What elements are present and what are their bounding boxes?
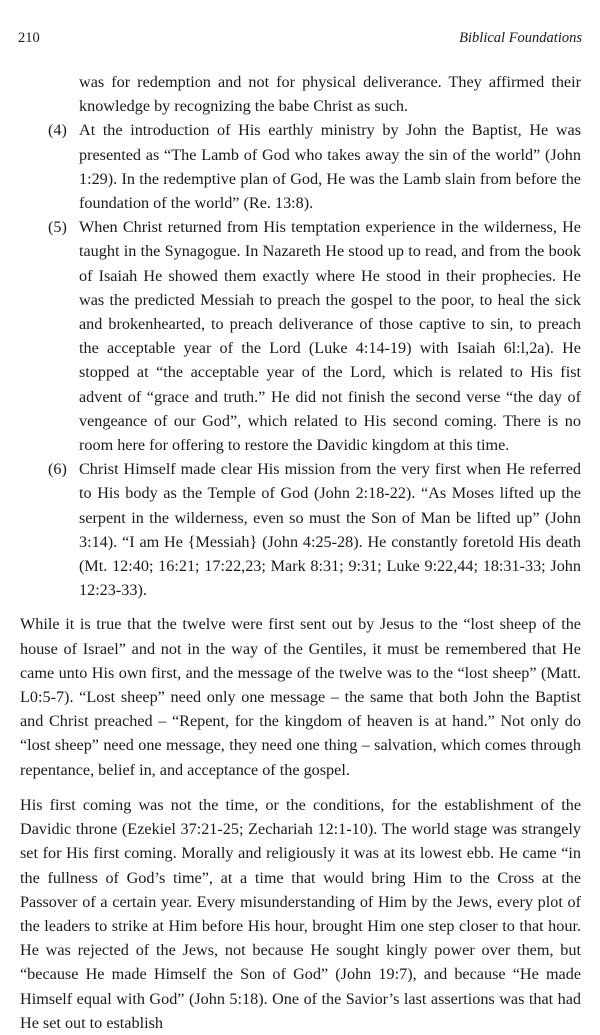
- body-paragraph: His first coming was not the time, or the conditions, for the establishment of the Davidic throne (Ezekiel 37:21-25; Zechariah 12:1-10). The world stage was strangely set for His first coming. Morally and religiously it was at its lowest ebb. He came “in the fullness of God’s time”, at a time that would bring Him to the Cross at the Passover of a certain year. Every misunderstanding of Him by the Jews, every plot of the leaders to strike at Him before His hour, brought Him one step closer to that hour. He was rejected of the Jews, not because He sought kingly power over them, but “because He made Himself the Son of God” (John 19:7), and because “He made Himself equal with God” (John 5:18). One of the Savior’s last assertions was that had He set out to establish: [20, 795, 581, 1032]
- numbered-list: [20, 70, 581, 602]
- list-item-number: (5): [48, 218, 67, 237]
- list-item-text: At the introduction of His earthly ministry by John the Baptist, He was presented as “The Lamb of God who takes away the sin of the world” (John 1:29). In the redemptive plan of God, He was the Lamb slain from before the foundation of the world” (Re. 13:8).: [79, 121, 581, 213]
- page-header: [18, 30, 582, 50]
- page-body: [20, 70, 581, 1035]
- list-item: [20, 215, 581, 457]
- body-paragraph: While it is true that the twelve were first sent out by Jesus to the “lost sheep of the house of Israel” and not in the way of the Gentiles, it must be remembered that He came unto His own first, and the message of the twelve was to the “lost sheep” (Matt. L0:5-7). “Lost sheep” need only one message – the same that both John the Baptist and Christ preached – “Repent, for the kingdom of heaven is at hand.” Not only do “lost sheep” need one message, they need one thing – salvation, which comes through repentance, belief in, and acceptance of the gospel.: [20, 615, 581, 779]
- list-item-number: (4): [48, 121, 67, 140]
- list-item-text: Christ Himself made clear His mission from the very first when He referred to His body as the Temple of God (John 2:18-22). “As Moses lifted up the serpent in the wilderness, even so must the Son of Man be lifted up” (John 3:14). “I am He {Messiah} (John 4:25-28). He constantly foretold His death (Mt. 12:40; 16:21; 17:22,23; Mark 8:31; 9:31; Luke 9:22,44; 18:31-33; John 12:23-33).: [79, 460, 581, 600]
- running-title: Biblical Foundations: [459, 30, 582, 46]
- list-item-text: When Christ returned from His temptation experience in the wilderness, He taught in the Synagogue. In Nazareth He stood up to read, and from the book of Isaiah He showed them exactly where He stood in their prophecies. He was the predicted Messiah to preach the gospel to the poor, to heal the sick and brokenhearted, to preach deliverance of those captive to sin, to preach the acceptable year of the Lord (Luke 4:14-19) with Isaiah 6l:l,2a). He stopped at “the acceptable year of the Lord, which is related to His fist advent of “grace and truth.” He did not finish the second verse “the day of vengeance of our God”, which related to His second coming. There is no room here for offering to restore the Davidic kingdom at this time.: [79, 218, 581, 455]
- list-item: [20, 457, 581, 602]
- page-number: 210: [18, 30, 40, 46]
- list-continuation-text: was for redemption and not for physical deliverance. They affirmed their knowledge by recognizing the babe Christ as such.: [79, 73, 581, 116]
- list-item: [20, 118, 581, 215]
- list-item-number: (6): [48, 460, 67, 479]
